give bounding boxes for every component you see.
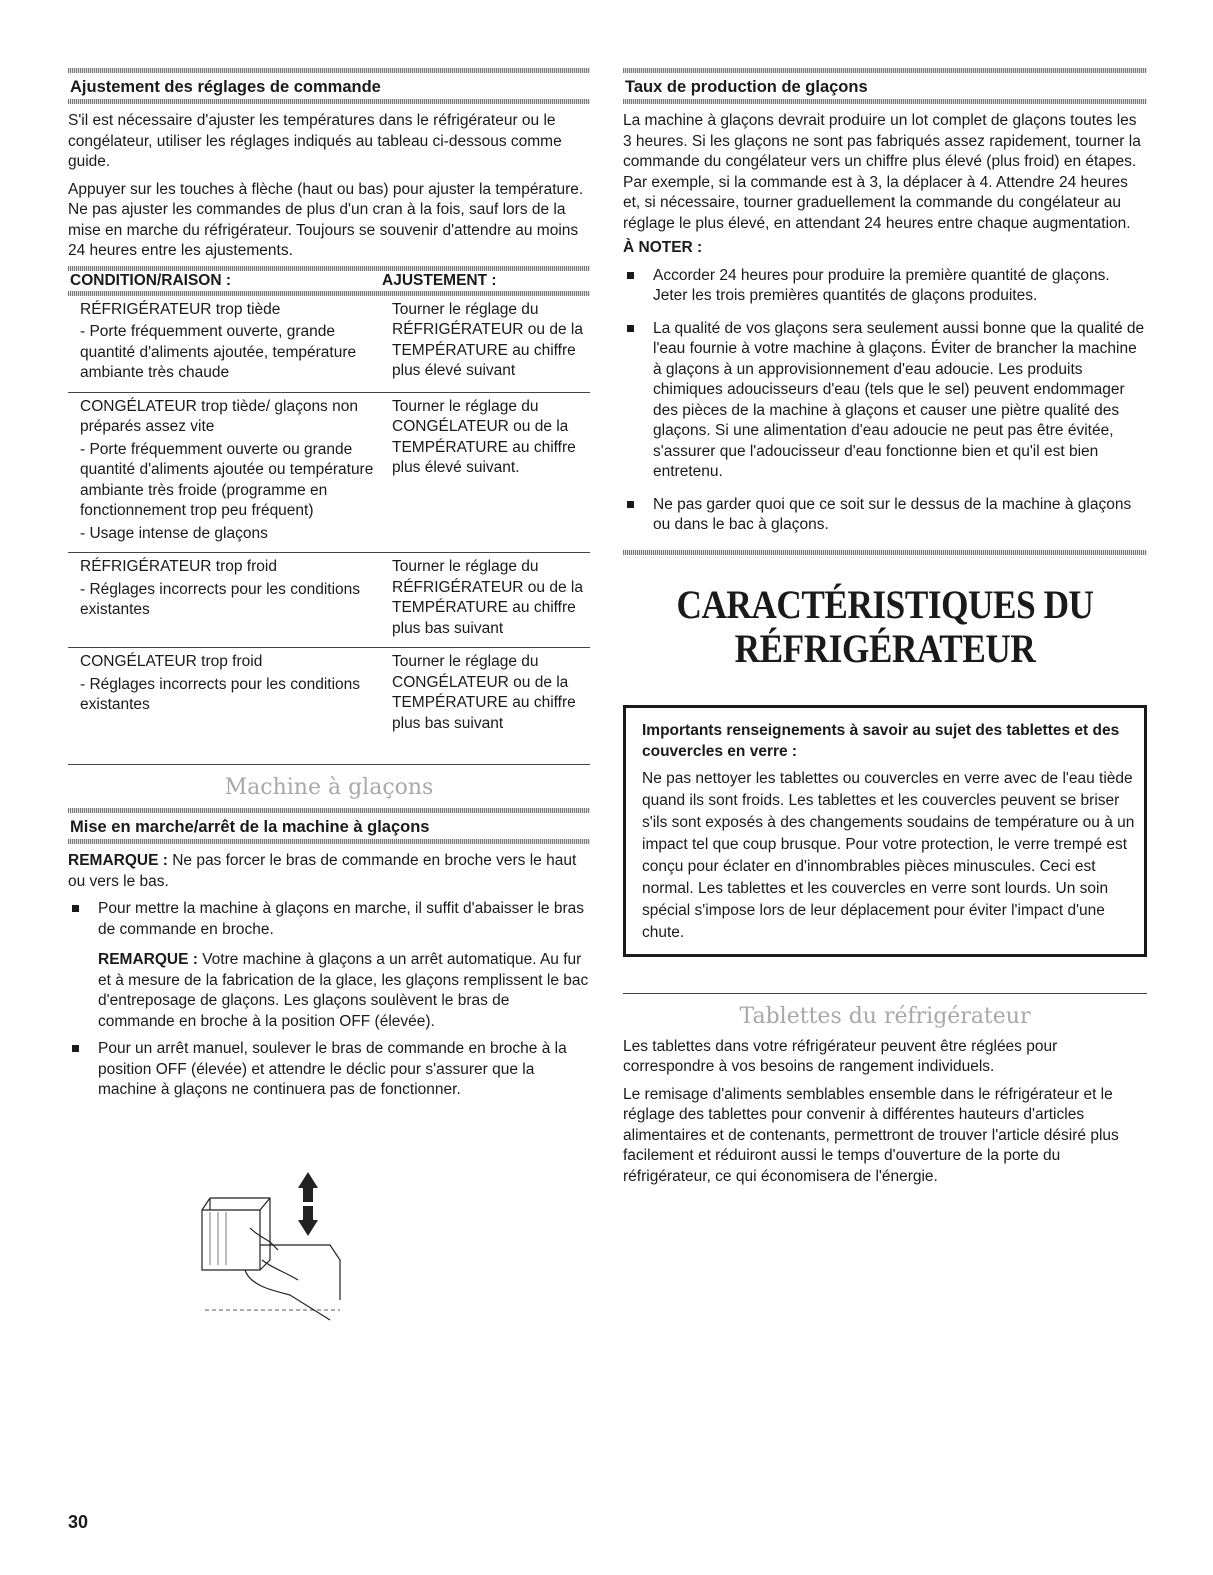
table-row xyxy=(68,393,590,554)
ice-on-off-title: Mise en marche/arrêt de la machine à glaçons xyxy=(70,818,430,836)
row-adjustment: Tourner le réglage du RÉFRIGÉRATEUR ou de la TEMPÉRATURE au chiffre plus bas suivant xyxy=(392,558,583,637)
adjust-controls-title: Ajustement des réglages de commande xyxy=(70,78,381,96)
remarque-note xyxy=(68,851,590,892)
row-condition xyxy=(80,397,392,545)
condition-heading: RÉFRIGÉRATEUR trop froid xyxy=(80,558,277,575)
bullet-item: Pour mettre la machine à glaçons en marche, il suffit d'abaisser le bras de commande en broche. xyxy=(68,899,590,940)
remarque-label: REMARQUE : xyxy=(98,951,198,968)
header-condition: CONDITION/RAISON : xyxy=(70,271,232,289)
adjust-paragraph-2: Appuyer sur les touches à flèche (haut ou bas) pour ajuster la température. Ne pas ajuster les commandes de plus d'un cran à la fois, sauf lors de la mise en marche du réfrigérateur. Toujours se souvenir d'attendre au moins 24 heures entre les ajustements. xyxy=(68,180,584,259)
section-rule xyxy=(68,99,590,104)
section-rule xyxy=(68,68,590,73)
bullet-item: Accorder 24 heures pour produire la première quantité de glaçons. Jeter les trois premières quantités de glaçons produites. xyxy=(623,266,1147,307)
ice-rate-title: Taux de production de glaçons xyxy=(625,78,868,96)
condition-heading: CONGÉLATEUR trop tiède/ glaçons non préparés assez vite xyxy=(80,397,358,435)
remarque-text: Votre machine à glaçons a un arrêt automatique. Au fur et à mesure de la fabrication de la glace, les glaçons remplissent le bac d'entreposage de glaçons. Les glaçons soulèvent le bras de commande en broche à la position OFF (élevée). xyxy=(98,951,589,1030)
right-column xyxy=(623,68,1147,1187)
bullet-item: La qualité de vos glaçons sera seulement aussi bonne que la qualité de l'eau fournie à votre machine à glaçons. Éviter de brancher la machine à glaçons à un approvisionnement d'eau adoucie. Les produits chimiques adoucisseurs d'eau (tels que le sel) peuvent endommager des pièces de la machine à glaçons et causer une piètre qualité des glaçons. Si une alimentation d'eau adoucie ne peut pas être évitée, s'assurer que l'adoucisseur d'eau fonctionne bien et qu'il est bien entretenu. xyxy=(623,319,1147,483)
chapter-title xyxy=(654,583,1115,671)
section-divider xyxy=(623,993,1147,994)
up-down-arrow-icon xyxy=(298,1172,318,1236)
table-header xyxy=(68,271,590,291)
ice-rate-paragraph: La machine à glaçons devrait produire un lot complet de glaçons toutes les 3 heures. Si les glaçons ne sont pas fabriqués assez rapidement, tourner la commande du congélateur vers un chiffre plus élevé (plus froid) en étapes. Par exemple, si la commande est à 3, la déplacer à 4. Attendre 24 heures et, si nécessaire, tourner graduellement la commande du congélateur au réglage le plus élevé, en attendant 24 heures entre chaque augmentation. xyxy=(623,112,1141,232)
section-divider xyxy=(68,764,590,765)
page-number: 30 xyxy=(68,1512,89,1532)
chapter-title-line-2: RÉFRIGÉRATEUR xyxy=(734,625,1036,671)
bullet-item: Ne pas garder quoi que ce soit sur le dessus de la machine à glaçons ou dans le bac à glaçons. xyxy=(623,495,1147,536)
row-adjustment: Tourner le réglage du CONGÉLATEUR ou de la TEMPÉRATURE au chiffre plus élevé suivant. xyxy=(392,397,576,476)
condition-detail: - Porte fréquemment ouverte ou grande quantité d'aliments ajoutée ou température ambiante très froide (programme en fonctionnement trop peu fréquent) xyxy=(80,440,374,519)
section-rule xyxy=(623,550,1147,555)
table-row xyxy=(68,296,590,393)
condition-detail: - Réglages incorrects pour les conditions existantes xyxy=(80,675,360,713)
shelves-section-title: Tablettes du réfrigérateur xyxy=(739,1003,1031,1029)
condition-detail: - Porte fréquemment ouverte, grande quantité d'aliments ajoutée, température ambiante très chaude xyxy=(80,323,357,381)
left-column xyxy=(68,68,590,1101)
bullet-item: Pour un arrêt manuel, soulever le bras de commande en broche à la position OFF (élevée) et attendre le déclic pour s'assurer que la machine à glaçons ne continuera pas de fonctionner. xyxy=(68,1039,590,1101)
row-condition xyxy=(80,557,392,639)
row-condition xyxy=(80,300,392,384)
glass-warning-box xyxy=(623,705,1147,957)
shelves-paragraph-1: Les tablettes dans votre réfrigérateur peuvent être réglées pour correspondre à vos besoins de rangement individuels. xyxy=(623,1037,1058,1075)
note-label: À NOTER : xyxy=(623,239,703,256)
section-rule xyxy=(68,808,590,813)
condition-detail: - Usage intense de glaçons xyxy=(80,524,268,542)
section-rule xyxy=(68,839,590,844)
chapter-title-line-1: CARACTÉRISTIQUES DU xyxy=(676,581,1094,627)
table-row xyxy=(68,553,590,648)
shelves-paragraph-2: Le remisage d'aliments semblables ensemble dans le réfrigérateur et le réglage des tablettes pour convenir à différentes hauteurs d'articles alimentaires et de contenants, permettront de trouver l'article désiré plus facilement et réduiront aussi le temps d'ouverture de la porte du réfrigérateur, ce qui économisera de l'énergie. xyxy=(623,1085,1119,1185)
condition-detail: - Réglages incorrects pour les conditions existantes xyxy=(80,580,360,618)
condition-heading: RÉFRIGÉRATEUR trop tiède xyxy=(80,300,281,318)
ice-maker-illustration xyxy=(190,1150,390,1335)
row-adjustment: Tourner le réglage du RÉFRIGÉRATEUR ou de la TEMPÉRATURE au chiffre plus élevé suivant xyxy=(392,300,583,379)
remarque-note xyxy=(68,950,590,1032)
glass-warning-text: Ne pas nettoyer les tablettes ou couvercles en verre avec de l'eau tiède quand ils sont froids. Les tablettes et les couvercles peuvent se briser s'ils sont exposés à des changements soudains de température ou à un impact tel que coup brusque. Pour votre protection, le verre trempé est conçu pour éclater en d'innombrables pièces minuscules. Ceci est normal. Les tablettes et les couvercles en verre sont lourds. Un soin spécial s'impose lors de leur déplacement pour éviter l'impact d'une chute. xyxy=(642,769,1135,941)
ice-maker-section-title: Machine à glaçons xyxy=(224,775,434,800)
table-row xyxy=(68,648,590,742)
section-rule xyxy=(623,68,1147,73)
header-adjustment: AJUSTEMENT : xyxy=(382,271,497,289)
condition-heading: CONGÉLATEUR trop froid xyxy=(80,653,263,670)
remarque-text: Ne pas forcer le bras de commande en broche vers le haut ou vers le bas. xyxy=(68,852,577,890)
remarque-label: REMARQUE : xyxy=(68,852,168,869)
row-adjustment: Tourner le réglage du CONGÉLATEUR ou de la TEMPÉRATURE au chiffre plus bas suivant xyxy=(392,653,576,732)
row-condition xyxy=(80,652,392,734)
section-rule xyxy=(623,99,1147,104)
glass-warning-title: Importants renseignements à savoir au sujet des tablettes et des couvercles en verre : xyxy=(642,721,1120,760)
adjust-paragraph-1: S'il est nécessaire d'ajuster les températures dans le réfrigérateur ou le congélateur, utiliser les réglages indiqués au tableau ci-dessous comme guide. xyxy=(68,112,562,170)
